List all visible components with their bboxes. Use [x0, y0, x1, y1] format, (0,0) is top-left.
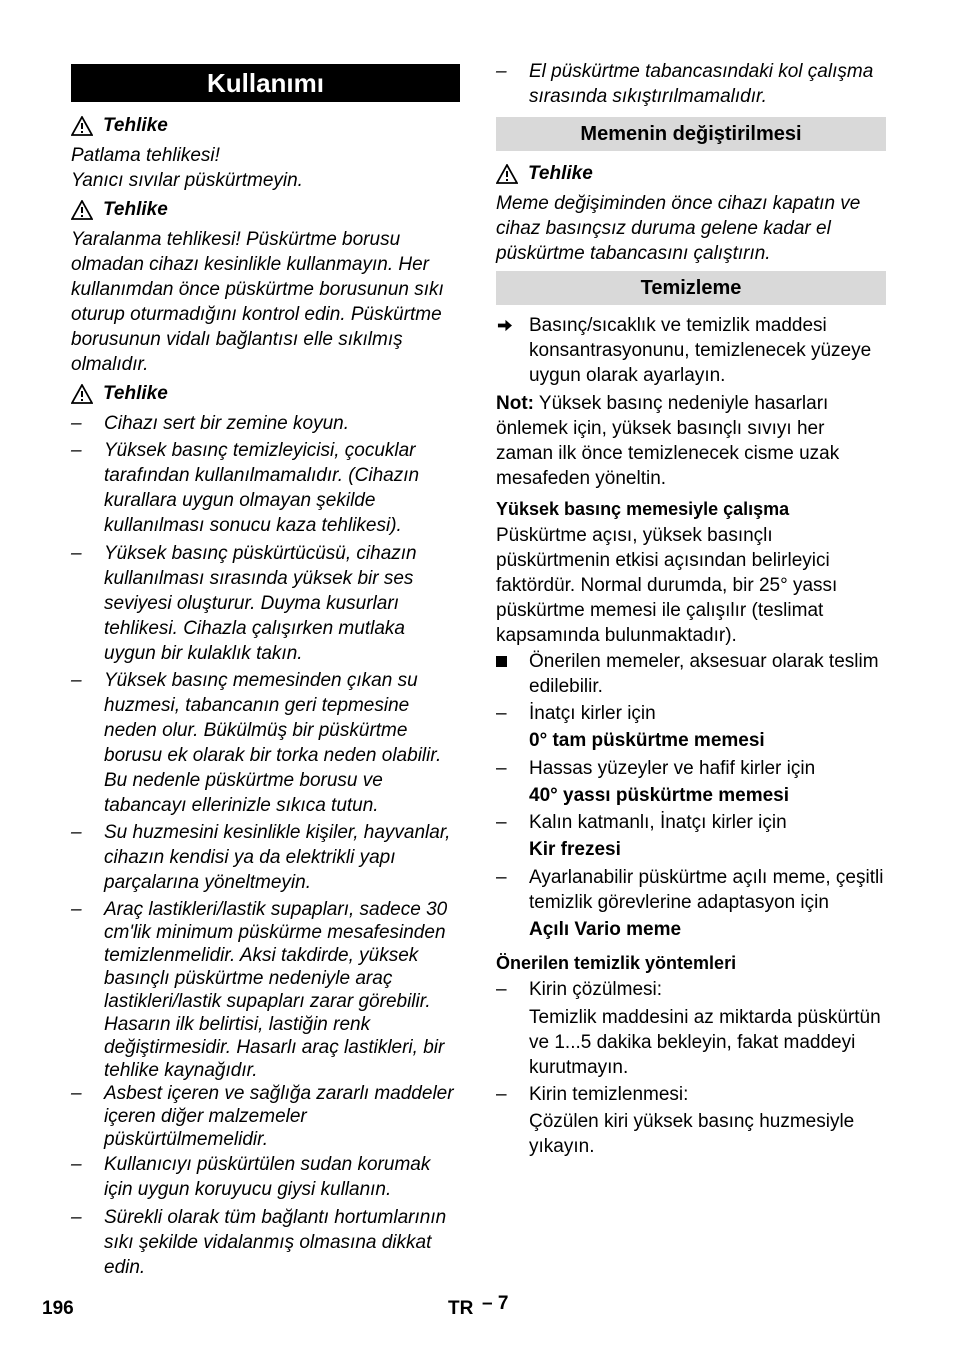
danger-text: Yaralanma tehlikesi! Püskürtme borusu olmadan cihazı kesinlikle kullanmayın. Her kullanımdan önce püskürtme borusunun sıkı oturup oturmadığını kontrol edin. Püskürtme borusunun vidalı bağlantısı elle sıkılmış olmalıdır.: [71, 229, 444, 375]
list-item: – Cihazı sert bir zemine koyun.: [71, 413, 349, 434]
subheading-high-pressure-nozzle: Yüksek basınç memesiyle çalışma: [496, 499, 790, 519]
danger-heading: Tehlike: [71, 381, 460, 406]
list-item: – Sürekli olarak tüm bağlantı hortumlarının sıkı şekilde vidalanmış olmasına dikkat edin.: [71, 1207, 447, 1278]
warning-triangle-icon: [71, 200, 93, 220]
section-heading-nozzle-change: Memenin değiştirilmesi: [496, 117, 886, 151]
method-text: Çözülen kiri yüksek basınç huzmesiyle yıkayın.: [529, 1111, 855, 1157]
language-code: TR: [448, 1298, 474, 1319]
danger-heading: Tehlike: [71, 113, 460, 138]
nozzle-name: Açılı Vario meme: [529, 919, 682, 940]
danger-heading: Tehlike: [71, 197, 460, 222]
nozzle-name: 0° tam püskürtme memesi: [529, 730, 765, 751]
danger-text: Meme değişiminden önce cihazı kapatın ve cihaz basınçsız duruma gelene kadar el püskürtme tabancasını çalıştırın.: [496, 193, 861, 264]
warning-triangle-icon: [71, 384, 93, 404]
list-item: – Kirin çözülmesi:: [496, 979, 663, 1000]
list-item: – Ayarlanabilir püskürtme açılı meme, çeşitli temizlik görevlerine adaptasyon için: [496, 867, 884, 913]
subheading-cleaning-methods: Önerilen temizlik yöntemleri: [496, 953, 737, 973]
arrow-right-icon: [496, 313, 529, 388]
list-item: – Hassas yüzeyler ve hafif kirler için: [496, 758, 816, 779]
list-item: – Kalın katmanlı, İnatçı kirler için: [496, 812, 787, 833]
square-bullet-icon: [496, 656, 507, 667]
section-heading-cleaning: Temizleme: [496, 271, 886, 305]
paragraph: Püskürtme açısı, yüksek basınçlı püskürtmenin etkisi açısından belirleyici faktördür. Normal durumda, bir 25° yassı püskürtme memesi ile çalışılır (teslimat kapsamında bulunmaktadır).: [496, 525, 838, 646]
list-item: – İnatçı kirler için: [496, 703, 656, 724]
section-title: Kullanımı: [71, 64, 460, 102]
danger-heading: Tehlike: [496, 161, 886, 186]
method-text: Temizlik maddesini az miktarda püskürtün ve 1...5 dakika bekleyin, fakat maddeyi kurutmayın.: [529, 1007, 881, 1078]
list-item: – Asbest içeren ve sağlığa zararlı maddeler içeren diğer malzemeler püskürtülmemelidir.: [71, 1083, 454, 1150]
nozzle-name: Kir frezesi: [529, 839, 621, 860]
instruction-step: Basınç/sıcaklık ve temizlik maddesi konsantrasyonunu, temizlenecek yüzeye uygun olarak ayarlayın.: [496, 313, 886, 388]
list-item: – Yüksek basınç memesinden çıkan su huzmesi, tabancanın geri tepmesine neden olur. Bükülmüş bir püskürtme borusu ek olarak bir torka neden olabilir. Bu nedenle püskürtme borusu ve tabancayı ellerinizle sıkıca tutun.: [71, 670, 442, 816]
page-number: 196: [42, 1298, 74, 1319]
list-item: – Yüksek basınç temizleyicisi, çocuklar tarafından kullanılmamalıdır. (Cihazın kurallara uygun olmayan şekilde kullanılması sonucu kaza tehlikesi).: [71, 440, 420, 536]
bullet-item: Önerilen memeler, aksesuar olarak teslim edilebilir.: [496, 649, 886, 699]
note-paragraph: Not: Yüksek basınç nedeniyle hasarları önlemek için, yüksek basınçlı sıvıyı her zaman ilk önce temizlenecek cisme uzak mesafeden yöneltin.: [496, 393, 840, 489]
list-item: – El püskürtme tabancasındaki kol çalışma sırasında sıkıştırılmamalıdır.: [496, 61, 874, 107]
warning-triangle-icon: [71, 116, 93, 136]
page-reference: – 7: [482, 1293, 509, 1314]
list-item: – Kullanıcıyı püskürtülen sudan korumak için uygun koruyucu giysi kullanın.: [71, 1154, 431, 1200]
list-item: – Kirin temizlenmesi:: [496, 1084, 689, 1105]
danger-text: Patlama tehlikesi! Yanıcı sıvılar püskürtmeyin.: [71, 145, 303, 191]
list-item: – Araç lastikleri/lastik supapları, sadece 30 cm'lik minimum püskürme mesafesinden temizlenmelidir. Aksi takdirde, yüksek basınçlı püskürtme nedeniyle araç lastikleri/lastik supapları zarar görebilir. Hasarın ilk belirtisi, lastiğin renk değiştirmesidir. Hasarlı araç lastikleri, bir tehlike kaynağıdır.: [71, 899, 448, 1081]
list-item: – Su huzmesini kesinlikle kişiler, hayvanlar, cihazın kendisi ya da elektrikli yapı parçalarına yöneltmeyin.: [71, 822, 451, 893]
nozzle-name: 40° yassı püskürtme memesi: [529, 785, 790, 806]
warning-triangle-icon: [496, 164, 518, 184]
list-item: – Yüksek basınç püskürtücüsü, cihazın kullanılması sırasında yüksek bir ses seviyesi oluşturur. Duyma kusurları tehlikesi. Cihazla çalışırken mutlaka uygun bir kulaklık takın.: [71, 543, 417, 664]
